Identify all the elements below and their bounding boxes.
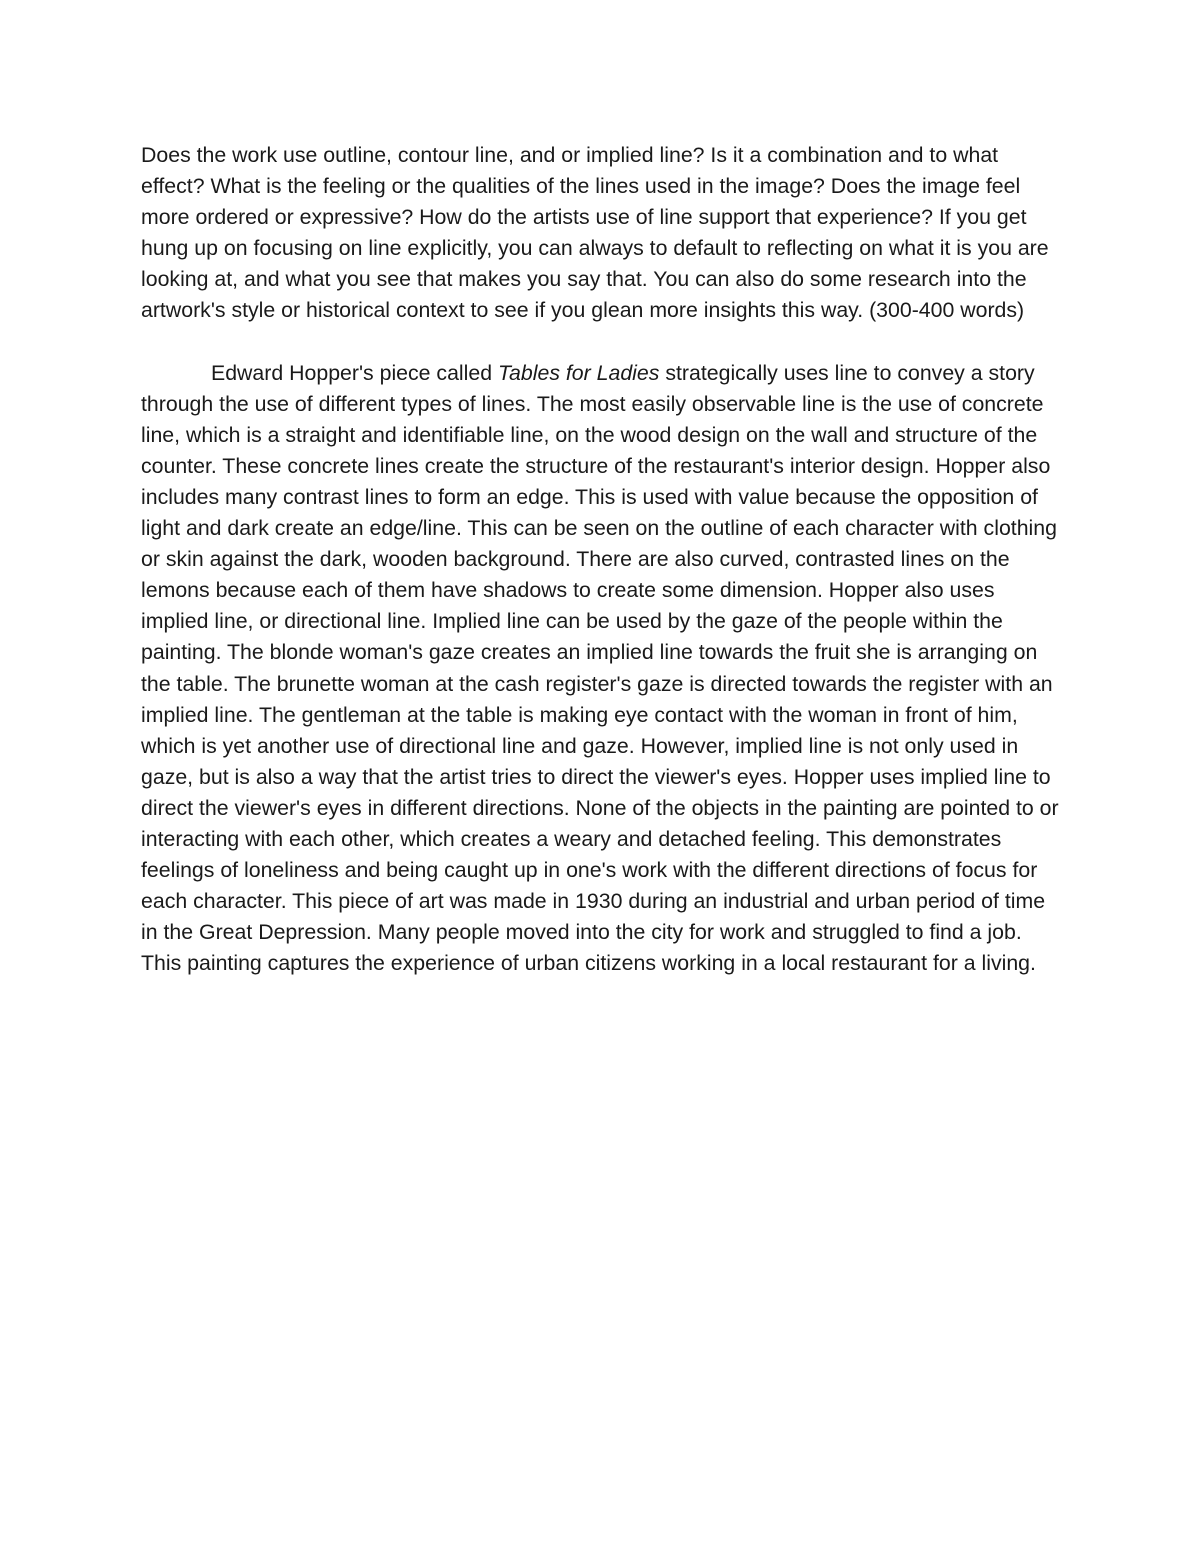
essay-intro: Edward Hopper's piece called — [211, 360, 498, 385]
document-body — [141, 140, 1066, 979]
assignment-prompt: Does the work use outline, contour line, and or implied line? Is it a combination and to what effect? What is the feeling or the qualities of the lines used in the image? Does the image feel more ordered or expressive? How do the artists use of line support that experience? If you get hung up on focusing on line explicitly, you can always to default to reflecting on what it is you are looking at, and what you see that makes you say that. You can also do some research into the artwork's style or historical context to see if you glean more insights this way. (300-400 words) — [141, 143, 1049, 323]
essay-paragraph — [141, 358, 1066, 980]
artwork-title: Tables for Ladies — [498, 360, 660, 385]
essay-body: strategically uses line to convey a story through the use of different types of lines. The most easily observable line is the use of concrete line, which is a straight and identifiable line, on the wood design on the wall and structure of the counter. These concrete lines create the structure of the restaurant's interior design. Hopper also includes many contrast lines to form an edge. This is used with value because the opposition of light and dark create an edge/line. This can be seen on the outline of each character with clothing or skin against the dark, wooden background. There are also curved, contrasted lines on the lemons because each of them have shadows to create some dimension. Hopper also uses implied line, or directional line. Implied line can be used by the gaze of the people within the painting. The blonde woman's gaze creates an implied line towards the fruit she is arranging on the table. The brunette woman at the cash register's gaze is directed towards the register with an implied line. The gentleman at the table is making eye contact with the woman in front of him, which is yet another use of directional line and gaze. However, implied line is not only used in gaze, but is also a way that the artist tries to direct the viewer's eyes. Hopper uses implied line to direct the viewer's eyes in different directions. None of the objects in the painting are pointed to or interacting with each other, which creates a weary and detached feeling. This demonstrates feelings of loneliness and being caught up in one's work with the different directions of focus for each character. This piece of art was made in 1930 during an industrial and urban period of time in the Great Depression. Many people moved into the city for work and struggled to find a job. This painting captures the experience of urban citizens working in a local restaurant for a living. — [141, 360, 1059, 976]
